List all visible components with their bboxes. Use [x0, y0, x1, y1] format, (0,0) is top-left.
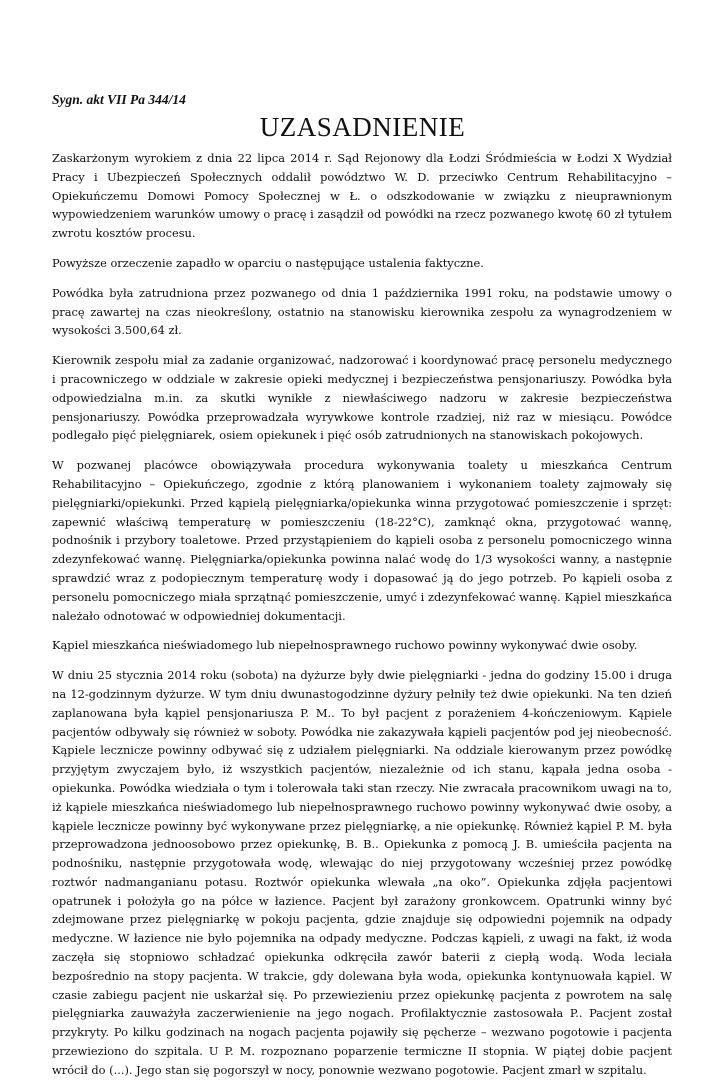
- paragraph-5: W pozwanej placówce obowiązywała procedura wykonywania toalety u mieszkańca Centrum Rehabilitacyjno – Opiekuńczego, zgodnie z którą planowaniem i wykonaniem toalety zajmowały się pielęgniarki/opiekunki. Przed kąpielą pielęgniarka/opiekunka winna przygotować pomieszczenie i sprzęt: zapewnić właściwą temperaturę w pomieszczeniu (18-22°C), zamknąć okna, przygotować wannę, podnośnik i przybory toaletowe. Przed przystąpieniem do kąpieli osoba z personelu pomocniczego winna zdezynfekować wannę. Pielęgniarka/opiekunka powinna nalać wodę do 1/3 wysokości wanny, a następnie sprawdzić wraz z podopiecznym temperaturę wody i dopasować ją do jego potrzeb. Po kąpieli osoba z personelu pomocniczego miała sprzątnąć pomieszczenie, umyć i zdezynfekować wannę. Kąpiel mieszkańca należało odnotować w odpowiedniej dokumentacji.: [52, 458, 672, 623]
- document-body: [52, 149, 672, 1091]
- paragraph-7: W dniu 25 stycznia 2014 roku (sobota) na dyżurze były dwie pielęgniarki - jedna do godziny 15.00 i druga na 12-godzinnym dyżurze. W tym dniu dwunastogodzinne dyżury pełniły też dwie opiekunki. Na ten dzień zaplanowana była kąpiel pensjonariusza P. M.. To był pacjent z porażeniem 4-kończeniowym. Kąpiele pacjentów odbywały się również w soboty. Powódka nie zakazywała kąpieli pacjentów pod jej nieobecność. Kąpiele lecznicze powinny odbywać się z udziałem pielęgniarki. Na oddziale kierowanym przez powódkę przyjętym zwyczajem było, iż wszystkich pacjentów, niezależnie od ich stanu, kąpała jedna osoba - opiekunka. Powódka wiedziała o tym i tolerowała taki stan rzeczy. Nie zwracała pracownikom uwagi na to, iż kąpiele mieszkańca nieświadomego lub niepełnosprawnego ruchowo powinny wykonywać dwie osoby, a kąpiele lecznicze powinny być wykonywane przez pielęgniarkę, a nie opiekunkę. Również kąpiel P. M. była przeprowadzona jednoosobowo przez opiekunkę, B. B.. Opiekunka z pomocą J. B. umieściła pacjenta na podnośniku, następnie przygotowała wodę, wlewając do niej przygotowany wcześniej przez powódkę roztwór nadmanganianu potasu. Roztwór opiekunka wlewała „na oko”. Opiekunka zdjęła pacjentowi opatrunek i położyła go na półce w łazience. Pacjent był zarażony gronkowcem. Opatrunki winny być zdejmowane przez pielęgniarkę w pokoju pacjenta, gdzie znajduje się odpowiedni pojemnik na odpady medyczne. W łazience nie było pojemnika na odpady medyczne. Podczas kąpieli, z uwagi na fakt, iż woda zaczęła się stopniowo schładzać opiekunka odkręciła zawór baterii z ciepłą wodą. Woda leciała bezpośrednio na stopy pacjenta. W trakcie, gdy dolewana była woda, opiekunka kontynuowała kąpiel. W czasie zabiegu pacjent nie uskarżał się. Po przewiezieniu przez opiekunkę pacjenta z powrotem na salę pielęgniarka zauważyła zaczerwienienie na jego nogach. Profilaktycznie zastosowała P.. Pacjent został przykryty. Po kilku godzinach na nogach pacjenta pojawiły się pęcherze – wezwano pogotowie i pacjenta przewieziono do szpitala. U P. M. rozpoznano poparzenie termiczne II stopnia. W piątej dobie pacjent wrócił do (...). Jego stan się pogorszył w nocy, ponownie wezwano pogotowie. Pacjent zmarł w szpitalu.: [52, 668, 672, 1077]
- paragraph-4: Kierownik zespołu miał za zadanie organizować, nadzorować i koordynować pracę personelu medycznego i pracowniczego w oddziale w zakresie opieki medycznej i bezpieczeństwa pensjonariuszy. Powódka była odpowiedzialna m.in. za skutki wynikłe z niewłaściwego nadzoru w zakresie bezpieczeństwa pensjonariuszy. Powódka przeprowadzała wyrywkowe kontrole rzadziej, niż raz w miesiącu. Powódce podlegało pięć pielęgniarek, osiem opiekunek i pięć osób zatrudnionych na stanowiskach pokojowych.: [52, 353, 672, 443]
- paragraph-2: Powyższe orzeczenie zapadło w oparciu o następujące ustalenia faktyczne.: [52, 255, 484, 270]
- document-title: UZASADNIENIE: [259, 112, 466, 142]
- paragraph-6: Kąpiel mieszkańca nieświadomego lub niepełnosprawnego ruchowo powinny wykonywać dwie osoby.: [52, 638, 638, 653]
- case-reference: Sygn. akt VII Pa 344/14: [52, 92, 186, 107]
- paragraph-3: Powódka była zatrudniona przez pozwanego od dnia 1 października 1991 roku, na podstawie umowy o pracę zawartej na czas nieokreślony, ostatnio na stanowisku kierownika zespołu za wynagrodzeniem w wysokości 3.500,64 zł.: [52, 285, 672, 338]
- paragraph-1: Zaskarżonym wyrokiem z dnia 22 lipca 2014 r. Sąd Rejonowy dla Łodzi Śródmieścia w Łodzi X Wydział Pracy i Ubezpieczeń Społecznych oddalił powództwo W. D. przeciwko Centrum Rehabilitacyjno – Opiekuńczemu Domowi Pomocy Społecznej w Ł. o odszkodowanie w związku z nieuprawnionym wypowiedzeniem warunków umowy o pracę i zasądził od powódki na rzecz pozwanego kwotę 60 zł tytułem zwrotu kosztów procesu.: [52, 151, 672, 241]
